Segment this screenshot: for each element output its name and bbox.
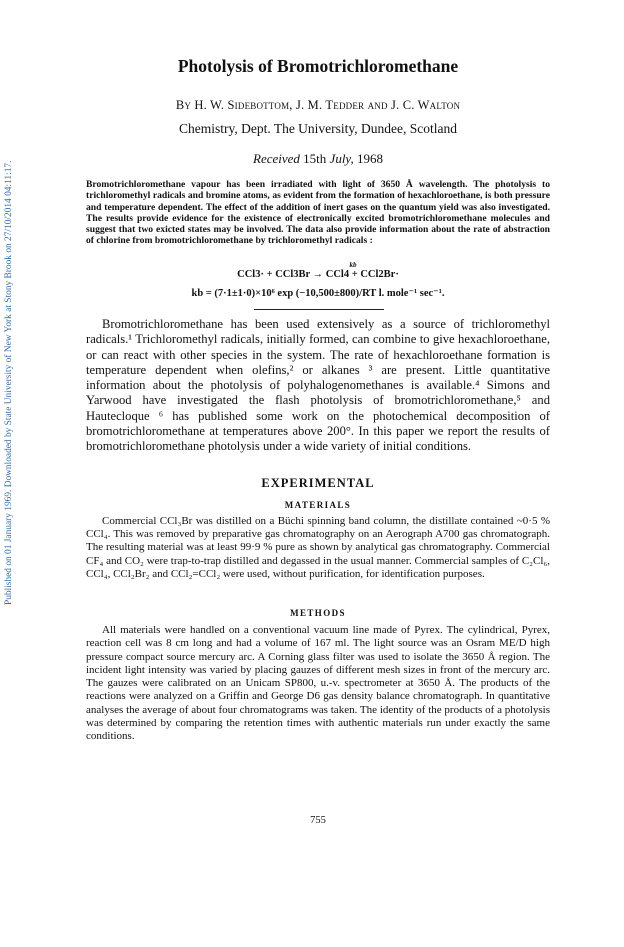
abstract-divider xyxy=(254,309,384,310)
methods-paragraph: All materials were handled on a conventional vacuum line made of Pyrex. The cylindrical, Pyrex, reaction cell was 8 cm long and had a volume of 167 ml. The light source was an Osram ME/D high pressure compact source mercury arc. A Corning glass filter was used to isolate the 3650 Å region. The incident light intensity was varied by placing gauzes of different mesh sizes in front of the mercury arc. The gauzes were calibrated on an Unicam SP800, u.-v. spectrometer at 3650 Å. The products of the reactions were analyzed on a Griffin and George D6 gas density balance chromatograph. In quantitative analyses the average of about four chromatograms was taken. The identity of the products of a photolysis was determined by comparing the retention times with authentic materials run under exactly the same conditions. xyxy=(86,624,550,743)
page-number: 755 xyxy=(310,815,326,826)
received-month: July, xyxy=(329,151,354,166)
affiliation: Chemistry, Dept. The University, Dundee, Scotland xyxy=(178,121,458,136)
materials-paragraph: Commercial CCl₃Br was distilled on a Büchi spinning band column, the distillate contained ~0·5 % CCl₄. This was removed by preparative gas chromatography on an Aerograph A700 gas chromatograph. The resulting material was at least 99·9 % pure as shown by analytical gas chromatography. Commercial CF₄ and CO₂ were trap-to-trap distilled and degassed in the usual manner. Commercial samples of C₂Cl₆, CCl₄, CCl₂Br₂ and CCl₂=CCl₂ were used, without purification, for identification purposes. xyxy=(86,515,550,580)
paper-title: Photolysis of Bromotrichloromethane xyxy=(177,56,459,76)
download-notice-text: Published on 01 January 1969. Downloaded by State University of New York at Stony Brook on 27/10/2014 04:11:17. xyxy=(4,160,14,605)
reaction-equation xyxy=(86,262,550,281)
download-notice xyxy=(2,87,18,607)
experimental-heading: EXPERIMENTAL xyxy=(261,476,375,490)
received-year: 1968 xyxy=(356,151,383,166)
rate-constant-label: kb xyxy=(349,261,357,269)
received-label: Received xyxy=(253,151,300,166)
introduction-paragraph: Bromotrichloromethane has been used extensively as a source of trichloromethyl radicals.¹ Trichloromethyl radicals, initially formed, can combine to give hexachloroethane, or can react with other species in the system. The rate of hexachloroethane formation is temperature dependent when olefins,² or alkanes ³ are present. Little quantitative information about the photolysis of polyhalogenomethanes is available.⁴ Simons and Yarwood have investigated the flash photolysis of bromotrichloromethane,⁵ and Hautecloque ⁶ has published some work on the photochemical decomposition of bromotrichloromethane at temperatures above 200°. In this paper we report the results of bromotrichloromethane photolysis under a wide variety of initial conditions. xyxy=(86,317,550,454)
author-line: By H. W. Sidebottom, J. M. Tedder and J. C. Walton xyxy=(175,98,461,112)
received-day: 15th xyxy=(303,151,327,166)
rate-equation: kb = (7·1±1·0)×10⁶ exp (−10,500±800)/RT l. mole⁻¹ sec⁻¹. xyxy=(191,288,445,299)
received-date xyxy=(86,151,550,167)
materials-heading: MATERIALS xyxy=(284,500,352,510)
methods-heading: METHODS xyxy=(290,608,346,618)
reaction-text: CCl3· + CCl3Br → CCl4 + CCl2Br· xyxy=(237,269,399,280)
abstract: Bromotrichloromethane vapour has been irradiated with light of 3650 Å wavelength. The photolysis to trichloromethyl radicals and bromine atoms, as evident from the formation of hexachloroethane, is both pressure and temperature dependent. The effect of the addition of inert gases on the quantum yield was also investigated. The results provide evidence for the existence of electronically excited bromotrichloromethane molecules and suggest that two exicted states may be involved. The data also provide information about the rate of abstraction of chlorine from bromotrichloromethane by trichloromethyl radicals : xyxy=(86,179,550,247)
